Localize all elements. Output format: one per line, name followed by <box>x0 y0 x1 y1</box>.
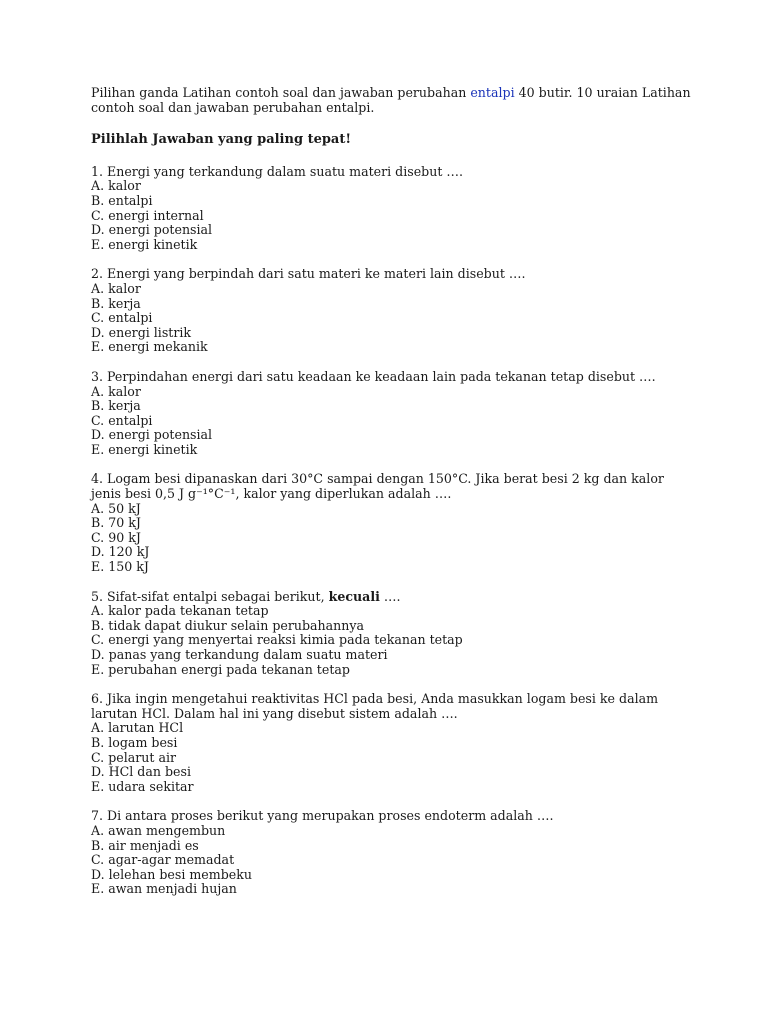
answer-option: C. energi internal <box>91 207 204 223</box>
question-4 <box>91 472 691 574</box>
answer-option: A. kalor <box>91 383 141 399</box>
answer-option: B. 70 kJ <box>91 515 141 531</box>
question-6 <box>91 692 691 794</box>
answer-option: C. pelarut air <box>91 749 176 765</box>
answer-option: A. kalor <box>91 280 141 296</box>
answer-option: E. udara sekitar <box>91 778 194 794</box>
answer-option: C. entalpi <box>91 310 153 326</box>
answer-option: E. energi kinetik <box>91 441 198 457</box>
answer-options <box>91 385 691 458</box>
answer-option: A. kalor <box>91 178 141 194</box>
document-page <box>91 86 691 912</box>
answer-option: D. 120 kJ <box>91 544 150 560</box>
question-stem-text: 5. Sifat-sifat entalpi sebagai berikut, <box>91 588 329 604</box>
answer-option: C. entalpi <box>91 412 153 428</box>
answer-option: E. perubahan energi pada tekanan tetap <box>91 661 350 677</box>
question-stem <box>91 165 691 180</box>
answer-option: D. panas yang terkandung dalam suatu materi <box>91 647 388 662</box>
question-stem <box>91 370 691 385</box>
instruction-heading: Pilihlah Jawaban yang paling tepat! <box>91 132 352 148</box>
answer-options <box>91 179 691 252</box>
answer-option: B. air menjadi es <box>91 837 199 853</box>
answer-option: E. energi kinetik <box>91 236 198 252</box>
answer-option: E. awan menjadi hujan <box>91 881 237 897</box>
question-1 <box>91 165 691 253</box>
question-stem-emphasis: kecuali <box>328 588 380 604</box>
question-list <box>91 165 691 897</box>
answer-option: E. 150 kJ <box>91 559 149 575</box>
answer-option: C. 90 kJ <box>91 529 141 545</box>
answer-option: D. energi potensial <box>91 427 213 443</box>
question-stem-text: 7. Di antara proses berikut yang merupakan proses endoterm adalah …. <box>91 808 554 824</box>
answer-option: D. HCl dan besi <box>91 764 191 780</box>
answer-option: A. larutan HCl <box>91 720 184 736</box>
entalpi-link[interactable]: entalpi <box>470 85 515 100</box>
question-stem <box>91 267 691 282</box>
answer-option: E. energi mekanik <box>91 339 208 355</box>
intro-text-before: Pilihan ganda Latihan contoh soal dan jawaban perubahan <box>91 85 471 100</box>
answer-option: B. kerja <box>91 295 141 311</box>
question-stem <box>91 590 691 605</box>
question-3 <box>91 370 691 458</box>
answer-option: B. logam besi <box>91 734 178 750</box>
question-stem <box>91 692 691 721</box>
question-5 <box>91 590 691 678</box>
answer-option: C. energi yang menyertai reaksi kimia pada tekanan tetap <box>91 632 463 648</box>
answer-options <box>91 502 691 575</box>
answer-option: B. tidak dapat diukur selain perubahannya <box>91 617 364 633</box>
question-stem-text: 1. Energi yang terkandung dalam suatu materi disebut …. <box>91 163 463 179</box>
answer-options <box>91 721 691 794</box>
answer-options <box>91 824 691 897</box>
answer-options <box>91 282 691 355</box>
intro-text-after: 40 butir. 10 uraian Latihan contoh soal dan jawaban perubahan entalpi. <box>91 85 691 115</box>
question-2 <box>91 267 691 355</box>
question-stem-text-end: …. <box>379 588 401 604</box>
question-stem-text: 6. Jika ingin mengetahui reaktivitas HCl pada besi, Anda masukkan logam besi ke dalam larutan HCl. Dalam hal ini yang disebut sistem adalah …. <box>91 691 659 721</box>
question-7 <box>91 809 691 897</box>
answer-option: D. energi listrik <box>91 324 192 340</box>
intro-paragraph <box>91 86 691 115</box>
question-stem <box>91 472 691 501</box>
answer-option: B. kerja <box>91 398 141 414</box>
answer-options <box>91 604 691 677</box>
question-stem-text: 4. Logam besi dipanaskan dari 30°C sampai dengan 150°C. Jika berat besi 2 kg dan kalor jenis besi 0,5 J g⁻¹°C⁻¹, kalor yang diperlukan adalah …. <box>91 471 664 502</box>
question-stem-text: 3. Perpindahan energi dari satu keadaan ke keadaan lain pada tekanan tetap disebut …. <box>91 368 656 384</box>
answer-option: A. awan mengembun <box>91 822 226 838</box>
answer-option: A. kalor pada tekanan tetap <box>91 603 269 619</box>
answer-option: A. 50 kJ <box>91 500 141 516</box>
answer-option: C. agar-agar memadat <box>91 852 235 868</box>
answer-option: D. energi potensial <box>91 222 213 238</box>
answer-option: D. lelehan besi membeku <box>91 866 252 882</box>
question-stem-text: 2. Energi yang berpindah dari satu materi ke materi lain disebut …. <box>91 266 526 282</box>
answer-option: B. entalpi <box>91 192 153 208</box>
question-stem <box>91 809 691 824</box>
